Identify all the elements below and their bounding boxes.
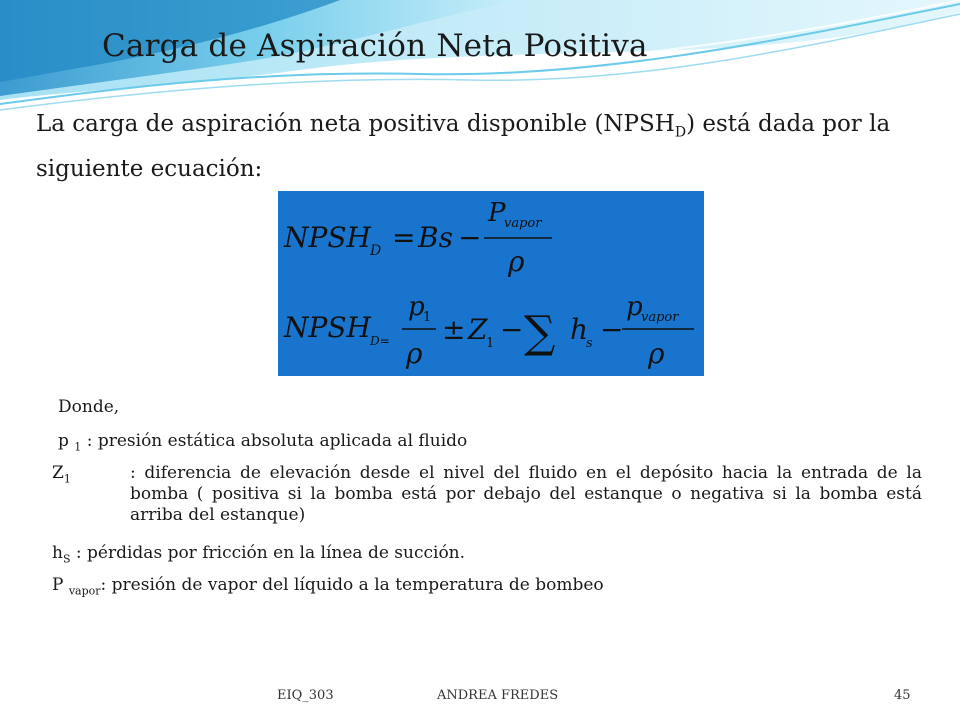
eq1-lhs: NPSH (284, 221, 371, 254)
eq1-denominator: ρ (508, 245, 525, 278)
intro-text-part2: ) está dada por la siguiente ecuación: (36, 111, 891, 182)
definition-p1 (58, 431, 467, 457)
hs-subscript: S (62, 552, 71, 566)
eq2-minus: − (500, 313, 524, 346)
equation-box (278, 191, 704, 376)
eq2-lhs-sub: D= (370, 334, 390, 348)
eq1-equals: = (392, 221, 416, 254)
z1-description: : diferencia de elevación desde el nivel del fluido en el depósito hacia la entrada de la bomba ( positiva si la bomba está por debajo del estanque o negativa si la bomba está arriba del estanque) (130, 463, 922, 525)
eq2-numerator1-sub: 1 (423, 310, 432, 325)
hs-symbol: h (52, 543, 63, 563)
eq1-numerator: P (488, 198, 506, 228)
p1-description: : presión estática absoluta aplicada al fluido (81, 431, 468, 451)
eq2-minus2: − (600, 313, 624, 346)
eq2-h-sub: s (586, 336, 593, 351)
eq2-numerator2-sub: vapor (641, 310, 679, 325)
eq1-numerator-sub: vapor (504, 216, 542, 231)
eq2-z: Z (468, 313, 488, 346)
eq2-plus-minus: ± (442, 313, 466, 346)
intro-subscript: D (674, 124, 687, 141)
eq2-numerator1: p (408, 292, 425, 322)
eq1-lhs-sub: D (370, 243, 382, 259)
footer-author: ANDREA FREDES (437, 688, 559, 703)
pv-description: : presión de vapor del líquido a la temperatura de bombeo (100, 575, 604, 595)
hs-description: : pérdidas por fricción en la línea de succión. (70, 543, 466, 563)
intro-text-part1: La carga de aspiración neta positiva disponible (NPSH (36, 111, 675, 137)
intro-paragraph (36, 106, 916, 187)
eq2-numerator2: p (626, 292, 643, 322)
eq2-z-sub: 1 (486, 336, 495, 351)
pv-subscript: vapor (68, 584, 101, 598)
footer-page-number: 45 (894, 688, 911, 703)
definition-z1 (52, 463, 922, 529)
eq2-lhs: NPSH (284, 311, 371, 344)
eq2-denominator1: ρ (406, 337, 423, 370)
z1-subscript: 1 (63, 472, 71, 486)
equation-npsh-full (283, 292, 694, 370)
definitions-intro: Donde, (58, 397, 120, 417)
eq2-h: h (570, 313, 589, 346)
eq1-bs: Bs (418, 221, 453, 254)
definition-pvapor (52, 575, 604, 601)
slide-title: Carga de Aspiración Neta Positiva (102, 28, 648, 64)
equation-npsh-bs (283, 198, 552, 278)
eq2-denominator2: ρ (648, 337, 665, 370)
p1-subscript: 1 (74, 440, 82, 454)
definition-hs (52, 543, 465, 569)
p1-symbol: p (58, 431, 75, 451)
eq2-summation: ∑ (524, 307, 556, 358)
z1-symbol: Z (52, 463, 64, 483)
footer-course: EIQ_303 (277, 688, 334, 703)
pv-symbol: P (52, 575, 69, 595)
eq1-minus: − (458, 221, 482, 254)
